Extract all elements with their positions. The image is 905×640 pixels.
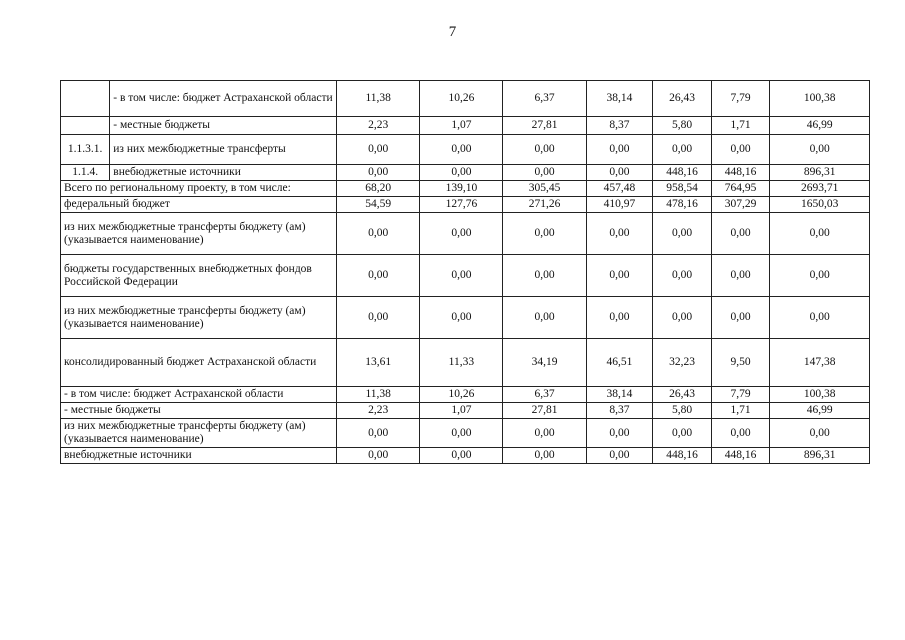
value-cell: 0,00 [770, 213, 870, 255]
table-row [61, 255, 870, 297]
value-cell: 958,54 [653, 181, 712, 197]
value-cell: 448,16 [711, 165, 770, 181]
value-cell: 46,99 [770, 117, 870, 135]
value-cell: 1,71 [711, 117, 770, 135]
value-cell: 0,00 [586, 419, 653, 448]
value-cell: 0,00 [503, 255, 586, 297]
row-label: бюджеты государственных внебюджетных фондов Российской Федерации [61, 255, 337, 297]
value-cell: 0,00 [503, 297, 586, 339]
value-cell: 0,00 [711, 297, 770, 339]
value-cell: 8,37 [586, 117, 653, 135]
value-cell: 1,71 [711, 403, 770, 419]
value-cell: 127,76 [420, 197, 503, 213]
value-cell: 6,37 [503, 81, 586, 117]
row-label: Всего по региональному проекту, в том числе: [61, 181, 337, 197]
value-cell: 0,00 [337, 255, 420, 297]
value-cell: 13,61 [337, 339, 420, 387]
row-label: внебюджетные источники [61, 448, 337, 464]
value-cell: 0,00 [653, 297, 712, 339]
value-cell: 100,38 [770, 81, 870, 117]
value-cell: 8,37 [586, 403, 653, 419]
row-code [61, 117, 110, 135]
value-cell: 54,59 [337, 197, 420, 213]
value-cell: 448,16 [653, 448, 712, 464]
value-cell: 0,00 [337, 213, 420, 255]
row-label: - местные бюджеты [110, 117, 337, 135]
value-cell: 0,00 [770, 419, 870, 448]
row-label: из них межбюджетные трансферты бюджету (ам) (указывается наименование) [61, 297, 337, 339]
value-cell: 0,00 [503, 135, 586, 165]
value-cell: 7,79 [711, 81, 770, 117]
row-label: - в том числе: бюджет Астраханской области [110, 81, 337, 117]
value-cell: 896,31 [770, 448, 870, 464]
value-cell: 0,00 [653, 419, 712, 448]
value-cell: 0,00 [420, 213, 503, 255]
value-cell: 448,16 [711, 448, 770, 464]
value-cell: 46,99 [770, 403, 870, 419]
table-row [61, 117, 870, 135]
value-cell: 0,00 [711, 255, 770, 297]
value-cell: 1,07 [420, 403, 503, 419]
value-cell: 2,23 [337, 117, 420, 135]
table-body [61, 81, 870, 464]
budget-table [60, 80, 870, 464]
value-cell: 0,00 [586, 297, 653, 339]
value-cell: 448,16 [653, 165, 712, 181]
table-row [61, 419, 870, 448]
row-label: из них межбюджетные трансферты бюджету (ам) (указывается наименование) [61, 213, 337, 255]
value-cell: 1,07 [420, 117, 503, 135]
table-row [61, 339, 870, 387]
value-cell: 139,10 [420, 181, 503, 197]
value-cell: 0,00 [503, 213, 586, 255]
value-cell: 10,26 [420, 387, 503, 403]
value-cell: 11,38 [337, 81, 420, 117]
value-cell: 305,45 [503, 181, 586, 197]
row-code: 1.1.3.1. [61, 135, 110, 165]
row-label: из них межбюджетные трансферты бюджету (ам) (указывается наименование) [61, 419, 337, 448]
value-cell: 10,26 [420, 81, 503, 117]
table-row [61, 297, 870, 339]
value-cell: 0,00 [420, 297, 503, 339]
value-cell: 764,95 [711, 181, 770, 197]
row-label: федеральный бюджет [61, 197, 337, 213]
value-cell: 11,33 [420, 339, 503, 387]
value-cell: 0,00 [503, 165, 586, 181]
value-cell: 0,00 [337, 135, 420, 165]
row-code: 1.1.4. [61, 165, 110, 181]
value-cell: 2,23 [337, 403, 420, 419]
row-label: внебюджетные источники [110, 165, 337, 181]
row-label: - в том числе: бюджет Астраханской области [61, 387, 337, 403]
table-row [61, 448, 870, 464]
row-label: - местные бюджеты [61, 403, 337, 419]
value-cell: 9,50 [711, 339, 770, 387]
value-cell: 0,00 [503, 448, 586, 464]
value-cell: 5,80 [653, 117, 712, 135]
value-cell: 271,26 [503, 197, 586, 213]
value-cell: 0,00 [770, 135, 870, 165]
value-cell: 38,14 [586, 387, 653, 403]
table-row [61, 81, 870, 117]
value-cell: 0,00 [653, 135, 712, 165]
value-cell: 0,00 [586, 255, 653, 297]
value-cell: 27,81 [503, 403, 586, 419]
value-cell: 0,00 [420, 448, 503, 464]
table-row [61, 403, 870, 419]
value-cell: 457,48 [586, 181, 653, 197]
value-cell: 0,00 [770, 297, 870, 339]
table-row [61, 181, 870, 197]
value-cell: 27,81 [503, 117, 586, 135]
value-cell: 307,29 [711, 197, 770, 213]
value-cell: 0,00 [653, 255, 712, 297]
value-cell: 0,00 [711, 213, 770, 255]
value-cell: 6,37 [503, 387, 586, 403]
value-cell: 1650,03 [770, 197, 870, 213]
value-cell: 34,19 [503, 339, 586, 387]
value-cell: 68,20 [337, 181, 420, 197]
value-cell: 147,38 [770, 339, 870, 387]
table-row [61, 135, 870, 165]
value-cell: 32,23 [653, 339, 712, 387]
value-cell: 0,00 [420, 165, 503, 181]
value-cell: 5,80 [653, 403, 712, 419]
value-cell: 26,43 [653, 387, 712, 403]
value-cell: 0,00 [420, 419, 503, 448]
row-label: из них межбюджетные трансферты [110, 135, 337, 165]
value-cell: 478,16 [653, 197, 712, 213]
row-label: консолидированный бюджет Астраханской области [61, 339, 337, 387]
value-cell: 0,00 [586, 135, 653, 165]
value-cell: 0,00 [770, 255, 870, 297]
value-cell: 0,00 [337, 297, 420, 339]
value-cell: 0,00 [420, 255, 503, 297]
page-number: 7 [448, 24, 457, 40]
value-cell: 0,00 [653, 213, 712, 255]
value-cell: 38,14 [586, 81, 653, 117]
table-row [61, 387, 870, 403]
value-cell: 896,31 [770, 165, 870, 181]
table-row [61, 197, 870, 213]
table-row [61, 213, 870, 255]
table-row [61, 165, 870, 181]
value-cell: 0,00 [337, 165, 420, 181]
value-cell: 7,79 [711, 387, 770, 403]
value-cell: 0,00 [337, 419, 420, 448]
value-cell: 0,00 [337, 448, 420, 464]
value-cell: 0,00 [420, 135, 503, 165]
value-cell: 0,00 [711, 419, 770, 448]
value-cell: 0,00 [711, 135, 770, 165]
value-cell: 410,97 [586, 197, 653, 213]
value-cell: 0,00 [586, 213, 653, 255]
value-cell: 0,00 [586, 165, 653, 181]
value-cell: 26,43 [653, 81, 712, 117]
value-cell: 0,00 [586, 448, 653, 464]
value-cell: 46,51 [586, 339, 653, 387]
value-cell: 100,38 [770, 387, 870, 403]
value-cell: 2693,71 [770, 181, 870, 197]
value-cell: 11,38 [337, 387, 420, 403]
row-code [61, 81, 110, 117]
value-cell: 0,00 [503, 419, 586, 448]
